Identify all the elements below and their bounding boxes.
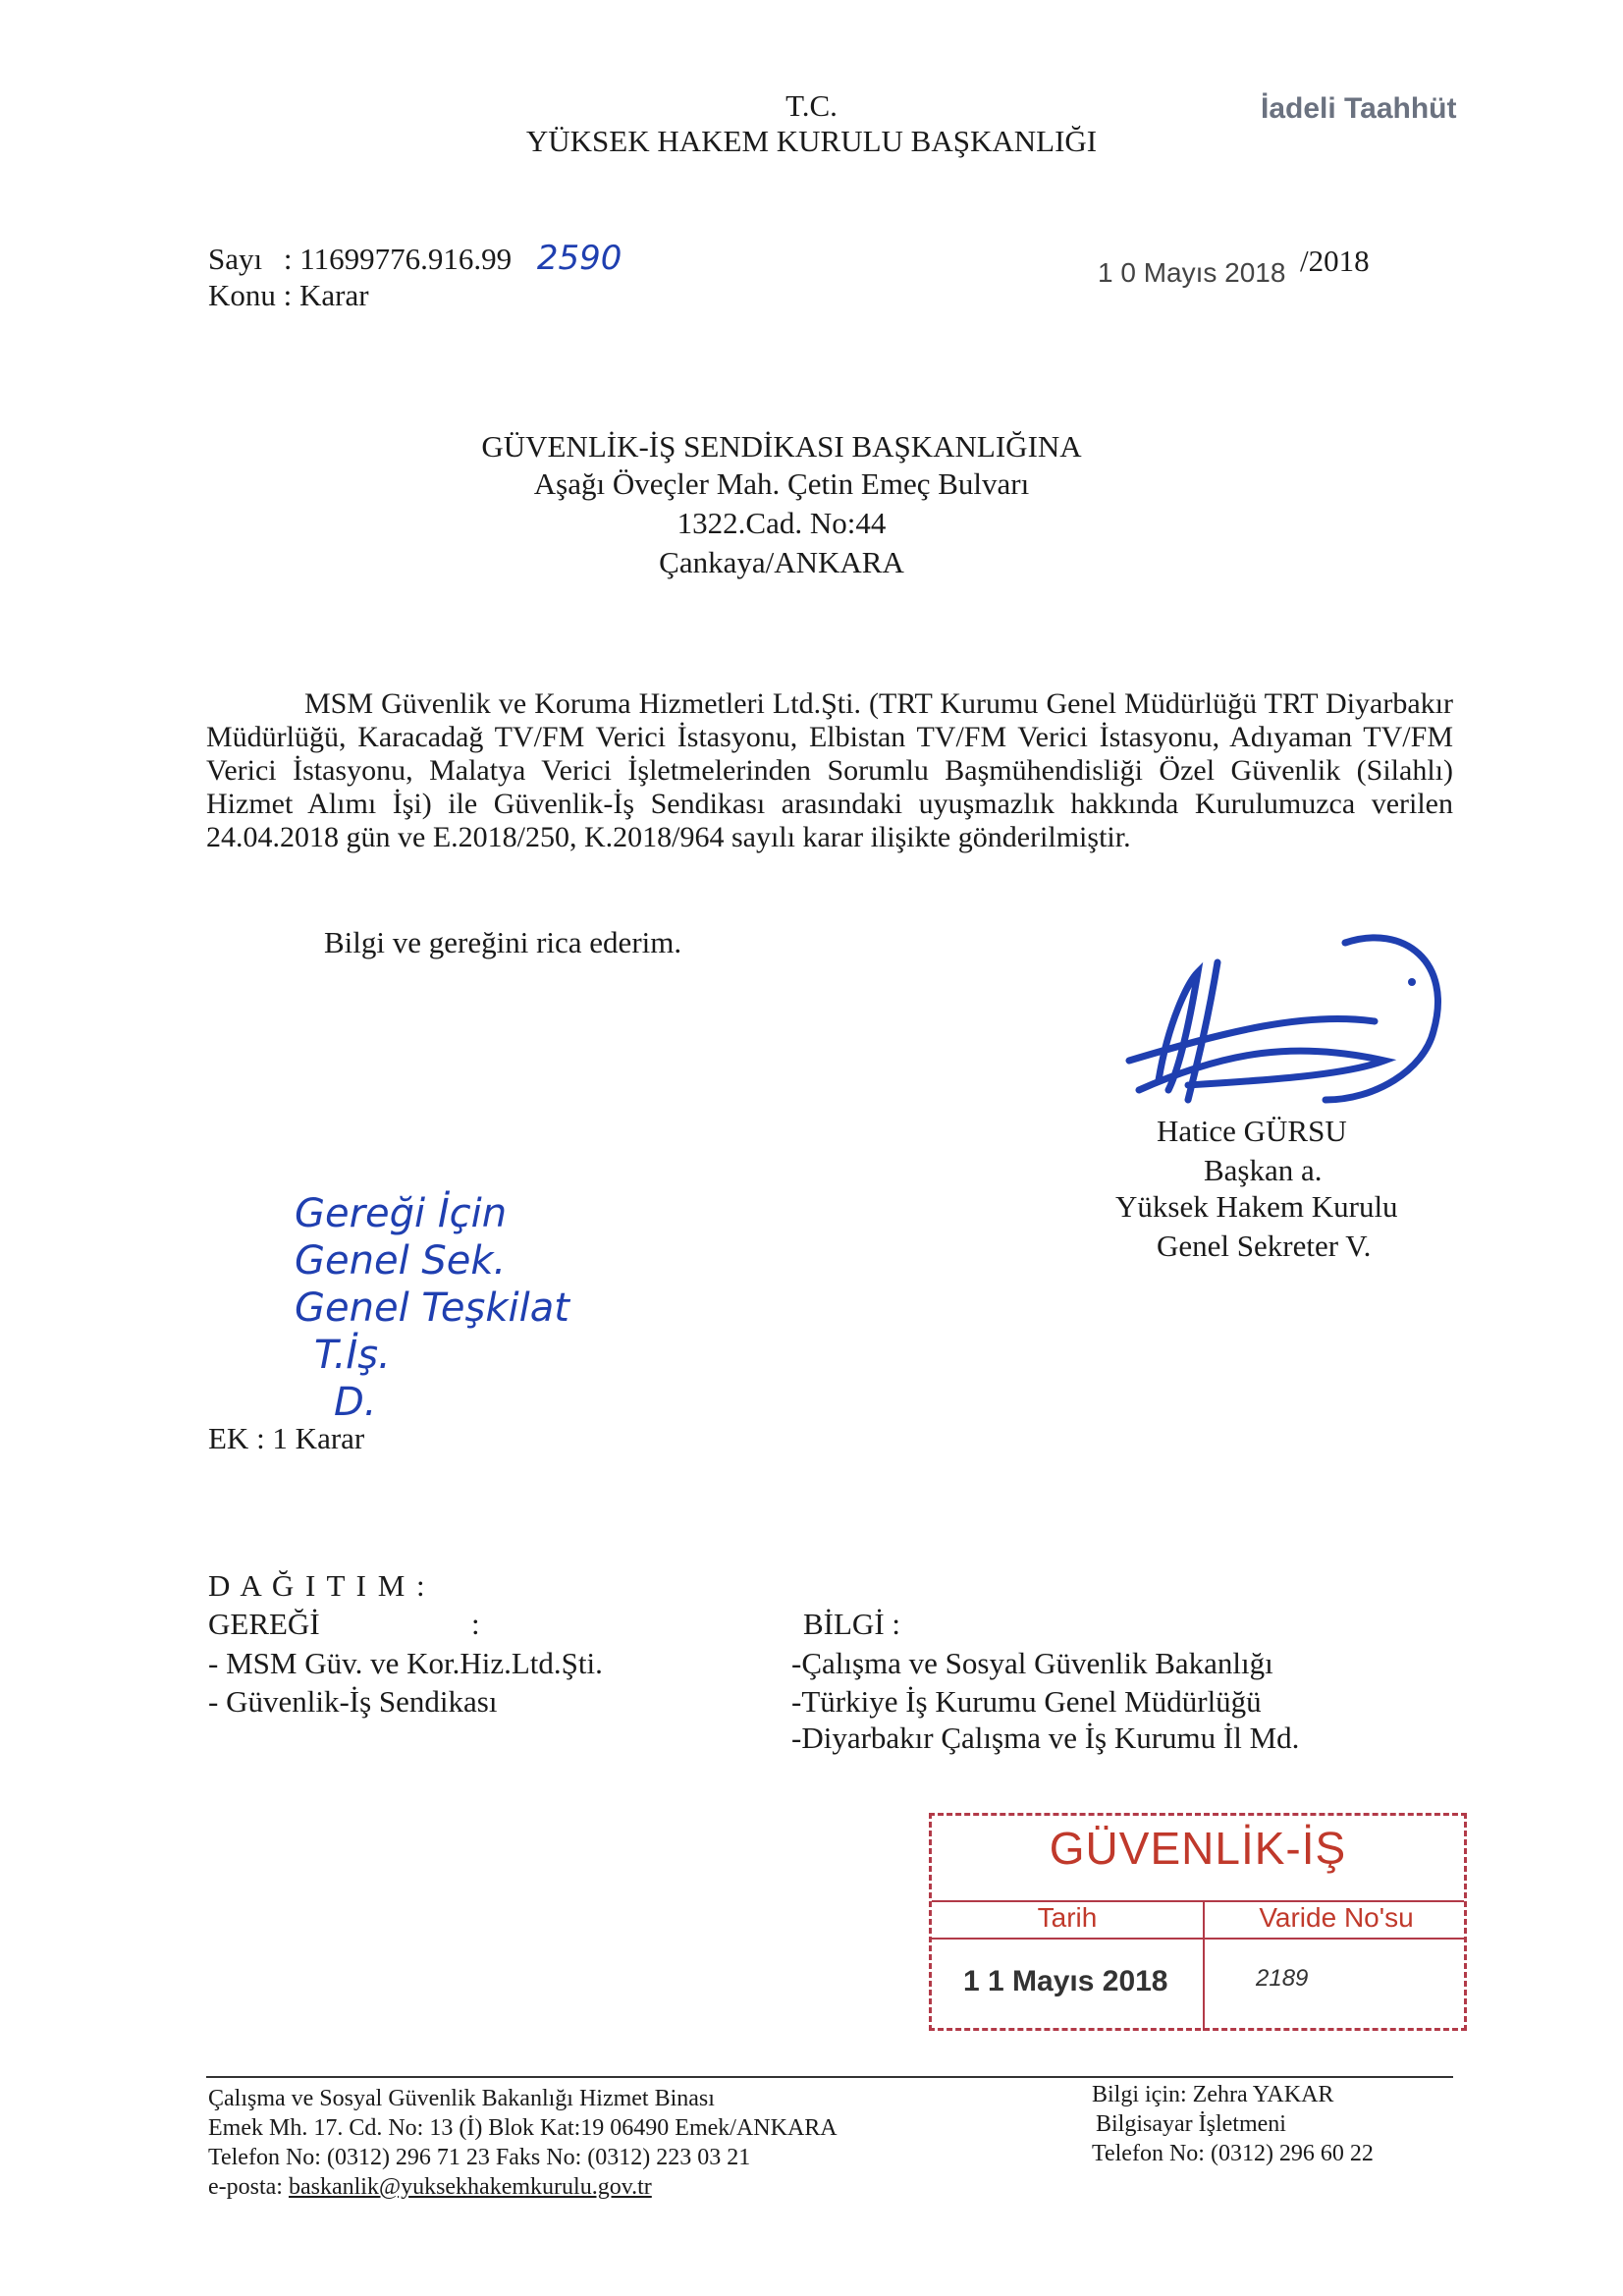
reference-number-row (208, 241, 622, 277)
bilgi-label: BİLGİ : (803, 1607, 901, 1641)
footer-email-label: e-posta: (208, 2174, 289, 2200)
footer-email-row (208, 2172, 838, 2202)
distribution-title: D A Ğ I T I M : (208, 1568, 427, 1603)
stamp-divider-header (932, 1938, 1464, 1940)
gerek-colon: : (471, 1607, 480, 1641)
footer-address (208, 2084, 838, 2202)
handwritten-note-line-2: Genel Sek. (295, 1238, 507, 1284)
footer-contact-role: Bilgisayar İşletmeni (1096, 2111, 1286, 2137)
date-year-suffix: /2018 (1300, 244, 1370, 278)
handwritten-reference: 2590 (536, 239, 622, 278)
gerek-item-2: - Güvenlik-İş Sendikası (208, 1684, 498, 1719)
handwritten-note-line-3: Genel Teşkilat (295, 1285, 569, 1331)
signatory-title-2: Yüksek Hakem Kurulu (1115, 1189, 1398, 1224)
footer-divider (206, 2076, 1453, 2078)
handwritten-note-line-5: D. (334, 1380, 377, 1425)
header-institution: YÜKSEK HAKEM KURULU BAŞKANLIĞI (525, 124, 1098, 158)
date-stamp: 1 0 Mayıs 2018 (1098, 257, 1286, 288)
footer-contact-phone: Telefon No: (0312) 296 60 22 (1092, 2141, 1374, 2166)
signatory-title-1: Başkan a. (1204, 1153, 1323, 1187)
handwritten-note-line-1: Gereği İçin (295, 1191, 508, 1236)
subject-line: Konu : Karar (208, 278, 369, 312)
footer-building: Çalışma ve Sosyal Güvenlik Bakanlığı Hizmet Binası (208, 2086, 715, 2111)
signatory-name: Hatice GÜRSU (1157, 1114, 1347, 1148)
bilgi-item-2: -Türkiye İş Kurumu Genel Müdürlüğü (791, 1684, 1262, 1719)
signature-scribble (1051, 903, 1492, 1120)
recipient-address-1: Aşağı Öveçler Mah. Çetin Emeç Bulvarı (533, 466, 1030, 501)
footer-email-link[interactable]: baskanlik@yuksekhakemkurulu.gov.tr (288, 2174, 652, 2200)
bilgi-item-1: -Çalışma ve Sosyal Güvenlik Bakanlığı (791, 1646, 1273, 1680)
footer-phone-fax: Telefon No: (0312) 296 71 23 Faks No: (0312) 223 03 21 (208, 2145, 751, 2170)
registered-mail-stamp: İadeli Taahhüt (1261, 92, 1457, 125)
stamp-number-label: Varide No'su (1259, 1902, 1414, 1933)
header-country: T.C. (785, 88, 838, 123)
recipient-address-3: Çankaya/ANKARA (659, 545, 904, 579)
footer-contact (1092, 2080, 1374, 2168)
footer-street: Emek Mh. 17. Cd. No: 13 (İ) Blok Kat:19 06490 Emek/ANKARA (208, 2115, 838, 2141)
receipt-stamp (929, 1813, 1467, 2031)
attachment-line: EK : 1 Karar (208, 1421, 365, 1455)
gerek-item-1: - MSM Güv. ve Kor.Hiz.Ltd.Şti. (208, 1646, 603, 1680)
recipient-title: GÜVENLİK-İŞ SENDİKASI BAŞKANLIĞINA (481, 429, 1082, 464)
handwritten-note (295, 1190, 569, 1426)
body-paragraph: MSM Güvenlik ve Koruma Hizmetleri Ltd.Şti. (TRT Kurumu Genel Müdürlüğü TRT Diyarbakır Müdürlüğü, Karacadağ TV/FM Verici İstasyonu, Elbistan TV/FM Verici İstasyonu, Adıyaman TV/FM Verici İstasyonu, Malatya Verici İşletmelerinden Sorumlu Başmühendisliği Özel Güvenlik (Silahlı) Hizmet Alımı İşi) ile Güvenlik-İş Sendikası arasındaki uyuşmazlık hakkında Kurulumuzca verilen 24.04.2018 gün ve E.2018/250, K.2018/964 sayılı karar ilişikte gönderilmiştir. (206, 687, 1453, 853)
footer-contact-person: Bilgi için: Zehra YAKAR (1092, 2082, 1334, 2107)
handwritten-note-line-4: T.İş. (314, 1333, 391, 1378)
stamp-date-label: Tarih (1037, 1902, 1098, 1933)
stamp-incoming-number: 2189 (1256, 1965, 1309, 1992)
bilgi-item-3: -Diyarbakır Çalışma ve İş Kurumu İl Md. (791, 1721, 1300, 1755)
signatory-title-3: Genel Sekreter V. (1157, 1229, 1372, 1263)
reference-label: Sayı (208, 242, 263, 276)
closing-sentence: Bilgi ve gereğini rica ederim. (324, 925, 682, 959)
reference-number: : 11699776.916.99 (283, 242, 513, 276)
recipient-address-2: 1322.Cad. No:44 (676, 506, 887, 540)
stamp-title: GÜVENLİK-İŞ (1049, 1823, 1347, 1874)
stamp-received-date: 1 1 Mayıs 2018 (963, 1965, 1168, 1997)
gerek-label: GEREĞİ (208, 1607, 320, 1641)
letter-body (206, 687, 1453, 854)
